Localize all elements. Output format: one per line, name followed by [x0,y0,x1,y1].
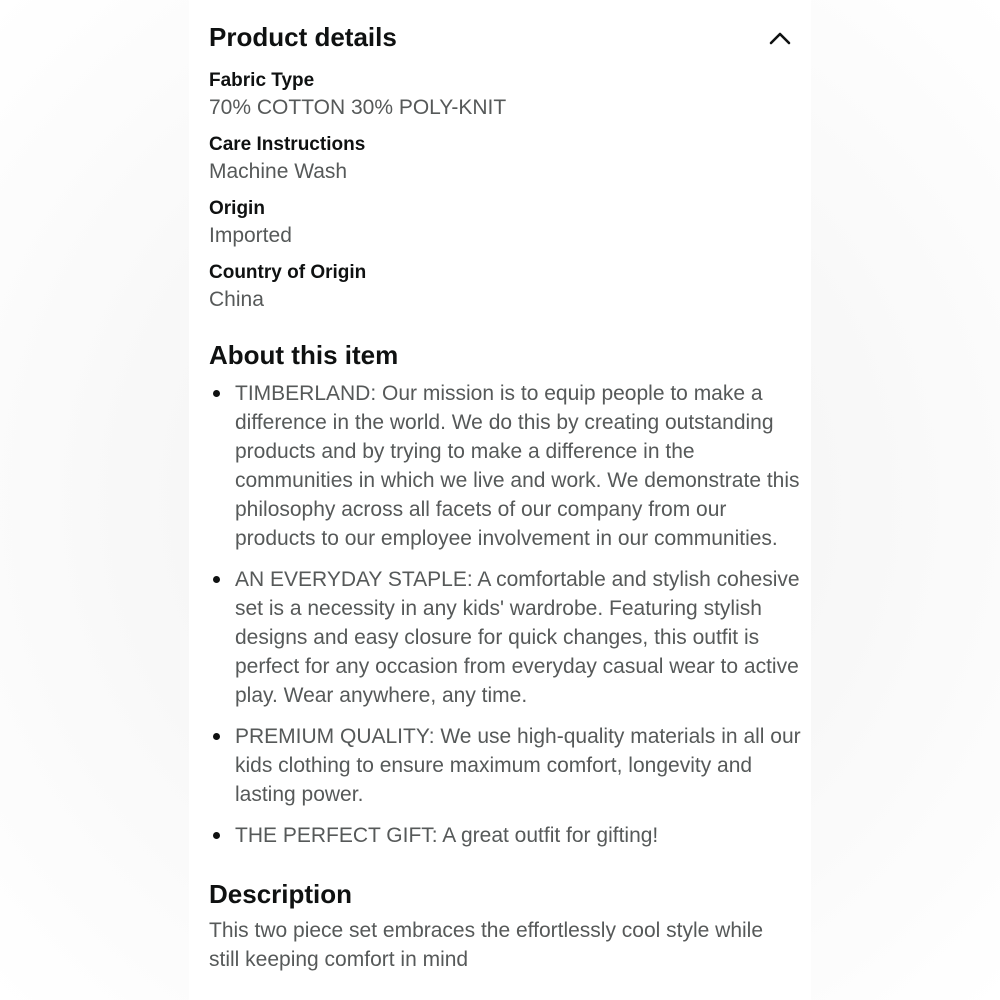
product-info-panel [189,0,811,1000]
bullet-icon [213,390,220,397]
detail-label: Care Instructions [209,134,366,155]
about-bullet-list [209,379,811,850]
list-item [209,565,811,710]
bullet-icon [213,832,220,839]
detail-label: Origin [209,198,265,219]
bullet-icon [213,576,220,583]
chevron-up-icon[interactable] [767,25,793,51]
list-item [209,722,811,809]
about-this-item-title: About this item [209,340,399,370]
list-item [209,821,811,850]
description-title: Description [209,879,353,909]
description-text: This two piece set embraces the effortlessly cool style while still keeping comfort in mind [209,919,764,971]
detail-value: Machine Wash [209,160,348,183]
bullet-text: THE PERFECT GIFT: A great outfit for gifting! [235,824,659,847]
detail-label: Fabric Type [209,70,315,91]
detail-country-of-origin [209,261,811,315]
product-details-header[interactable] [209,21,811,53]
list-item [209,379,811,553]
product-details-title: Product details [209,22,397,52]
bullet-icon [213,733,220,740]
detail-value: China [209,288,264,311]
detail-value: 70% COTTON 30% POLY-KNIT [209,96,507,119]
detail-value: Imported [209,224,292,247]
bullet-text: AN EVERYDAY STAPLE: A comfortable and stylish cohesive set is a necessity in any kids' wardrobe. Featuring stylish designs and easy closure for quick changes, this outfit is perfect for any occasion from everyday casual wear to active play. Wear anywhere, any time. [235,568,800,707]
detail-origin [209,197,811,251]
detail-fabric-type [209,69,811,123]
detail-care-instructions [209,133,811,187]
bullet-text: TIMBERLAND: Our mission is to equip people to make a difference in the world. We do this by creating outstanding products and by trying to make a difference in the communities in which we live and work. We demonstrate this philosophy across all facets of our company from our products to our employee involvement in our communities. [235,382,800,550]
bullet-text: PREMIUM QUALITY: We use high-quality materials in all our kids clothing to ensure maximum comfort, longevity and lasting power. [235,725,801,806]
detail-label: Country of Origin [209,262,367,283]
